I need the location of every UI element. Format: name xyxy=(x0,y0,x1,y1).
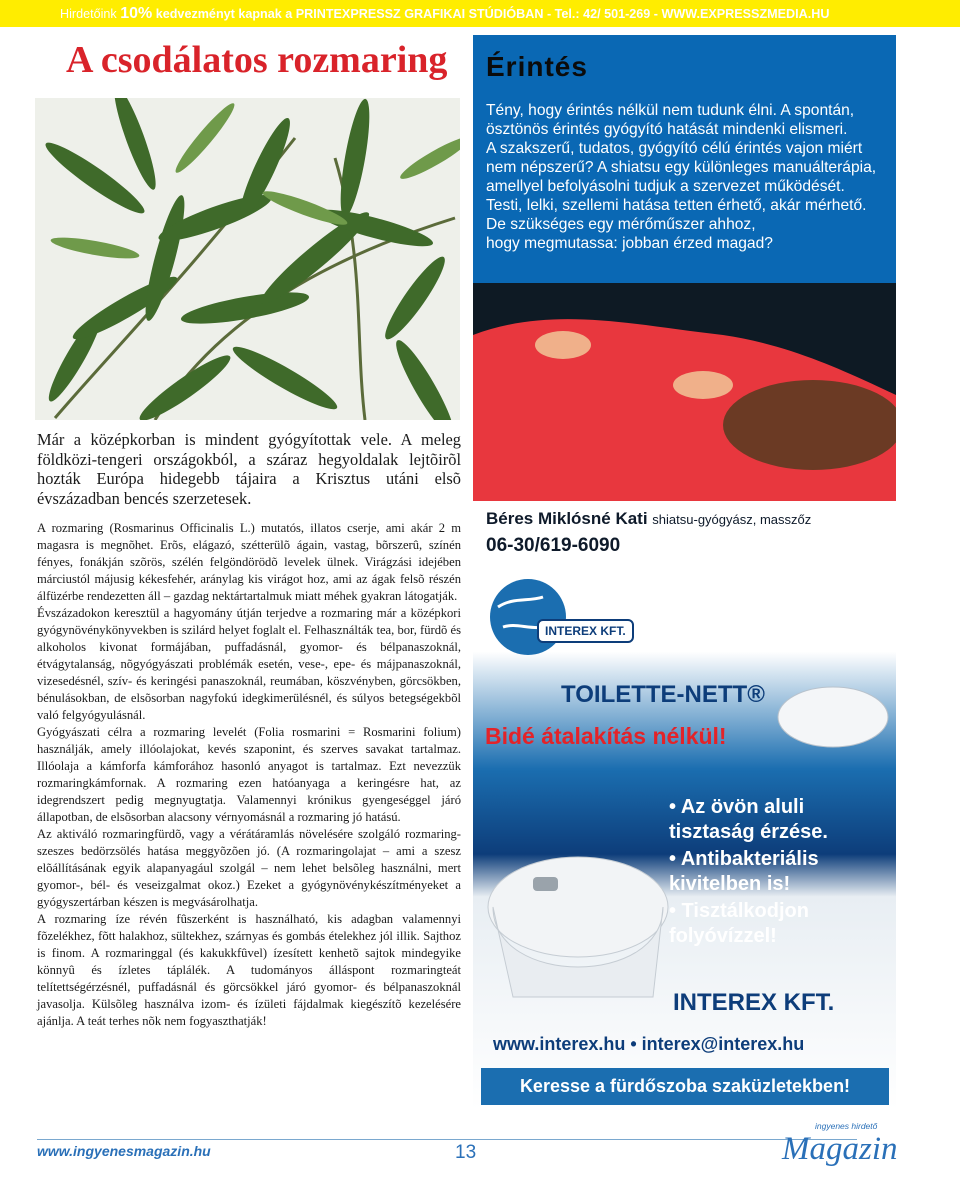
article-title: A csodálatos rozmaring xyxy=(66,39,448,81)
role-text: shiatsu-gyógyász, masszőz xyxy=(652,512,812,527)
paragraph: Évszázadokon keresztül a hagyomány útján terjedve a rozmaring már a középkori gyógynövénykönyvekben is szilárd helyet foglalt el. Felhasználták tea, bor, fürdõ és alkoholos kivonat formájában, puffadásnál, gyomor- és bélpanaszoknál, étvágytalanság, nõgyógyászati problémák esetén, vese-, epe- és májpanaszoknál, vizesedésnél, szív- és keringési panaszoknál, reumában, köszvényben, görcsökben, bénulásokban, de elsõsorban nagyfokú idegkimerülésnél, és súlyos betegségekbõl való felgyógyulásnál. xyxy=(37,606,461,722)
magazin-logo xyxy=(760,1120,920,1178)
brand-name: TOILETTE-NETT® xyxy=(561,681,765,708)
feature-item: • Tisztálkodjon folyóvízzel! xyxy=(669,900,809,947)
page-number: 13 xyxy=(455,1142,477,1163)
footer-divider xyxy=(37,1139,857,1140)
rosemary-illustration xyxy=(35,98,460,420)
logo-title: Magazin xyxy=(782,1131,898,1167)
company-badge: INTEREX KFT. xyxy=(537,619,634,643)
name-text: Béres Miklósné Kati xyxy=(486,509,648,528)
rosemary-photo xyxy=(35,98,460,420)
shiatsu-ad xyxy=(473,35,896,565)
banner-text: Hirdetőink xyxy=(60,7,121,21)
feature-list xyxy=(669,795,889,951)
contact-web[interactable]: www.interex.hu • interex@interex.hu xyxy=(493,1034,805,1054)
top-banner xyxy=(0,0,960,27)
banner-contact: kapnak a PRINTEXPRESSZ GRAFIKAI STÚDIÓBAN - Tel.: 42/ 501-269 - WWW.EXPRESSZMEDIA.HU xyxy=(234,7,830,21)
banner-discount: kedvezményt xyxy=(152,7,235,21)
paragraph: Az aktiváló rozmaringfürdõ, vagy a vérátáramlás növelésére szolgáló rozmaring-szeszes bedörzsölés hatása meggyõzõen jó. (A rozmaringolajat – ami a szesz elõállításának egyik alapanyagául szolgál – nem lehet belsõleg használni, mert gyomor-, bél- és veseizgalmat okoz.) Ezeket a gyógynövénykészítményeket a gyógyszertárban készen is megvásárolhatja. xyxy=(37,827,461,909)
paragraph: Gyógyászati célra a rozmaring levelét (Folia rosmarini = Rosmarini folium) használják, amely illóolajokat, kevés szaponint, és szerves savakat tartalmaz. Illóolaja a kámforfa kámforához hasonló anyagot is tartalmaz. Ezt nevezzük rozmaringkámfornak. A rozmaring ezen hatóanyaga a keringésre hat, az idegrendszert pedig megnyugtatja. Valamennyi krónikus gyengeséggel járó állapotban, de elsõsorban alacsony vérnyomásnál a rozmaring jó hatású. xyxy=(37,725,461,824)
feature-item: • Antibakteriális kivitelben is! xyxy=(669,848,819,895)
phone-number: 06-30/619-6090 xyxy=(486,535,621,556)
company-name: INTEREX KFT. xyxy=(673,989,835,1016)
article-body xyxy=(37,430,461,1030)
shop-banner: Keresse a fürdőszoba szaküzletekben! xyxy=(481,1068,889,1105)
feature-item: • Az övön aluli tisztaság érzése. xyxy=(669,796,828,843)
footer-site-link[interactable]: www.ingyenesmagazin.hu xyxy=(37,1143,211,1159)
slogan: Bidé átalakítás nélkül! xyxy=(485,723,727,749)
paragraph: A rozmaring íze révén fûszerként is használható, kis adagban valamennyi fõzelékhez, fõtt halakhoz, sültekhez, szárnyas és gombás ételekhez jól illik. Sajthoz is finom. A rozmaringgal (és kakukkfûvel) ízesített kenhetõ sajtok mindegyike könnyû és ízletes táplálék. A tudományos álláspont rozmaringteát telítettségérzésnél, puffadásnál és görcsökkel járó gyomor- és bélpanaszoknál javasolja. Külsõleg használva izom- és ízületi fájdalmak kiegészítõ kezelésére ajánlja. A teát terhes nõk nem fogyaszthatják! xyxy=(37,912,461,1028)
paragraph: A rozmaring (Rosmarinus Officinalis L.) mutatós, illatos cserje, ami akár 2 m magasra is megnõhet. Erõs, elágazó, szétterülõ ágain, vastag, bõrszerû, színén fényes, fonákján szõrös, szélén felgöndörödõ levelek ülnek. Virágzási idejében márciustól májusig kékesfehér, aránylag kis virágot hoz, ami az ágak felsõ részén álfüzérbe rendezetten áll – gazdag nektártartalmuk miatt méhek gyakran látogatják. xyxy=(37,521,461,603)
article-lead: Már a középkorban is mindent gyógyítottak vele. A meleg földközi-tengeri országokból, a száraz hegyoldalak lejtõirõl hozták Európa hidegebb tájaira a Krisztus utáni elsõ évszázadban bencés szerzetesek. xyxy=(37,430,461,508)
banner-percent: 10% xyxy=(120,5,153,22)
ad-text: Tény, hogy érintés nélkül nem tudunk élni. A spontán, ösztönös érintés gyógyító hatását mindenki elismeri. A szakszerű, tudatos, gyógyító célú érintés vajon miért nem népszerű? A shiatsu egy különleges manuálterápia, amellyel befolyásolni tudjuk a szervezet működését. Testi, lelki, szellemi hatása tetten érhető, akár mérhető. De szükséges egy mérőműszer ahhoz, hogy megmutassa: jobban érzed magad? xyxy=(486,102,877,252)
logo-subtitle: ingyenes hirdető xyxy=(815,1121,878,1131)
therapist-name xyxy=(486,509,811,529)
ad-title: Érintés xyxy=(486,51,588,82)
interex-ad xyxy=(473,577,896,1110)
